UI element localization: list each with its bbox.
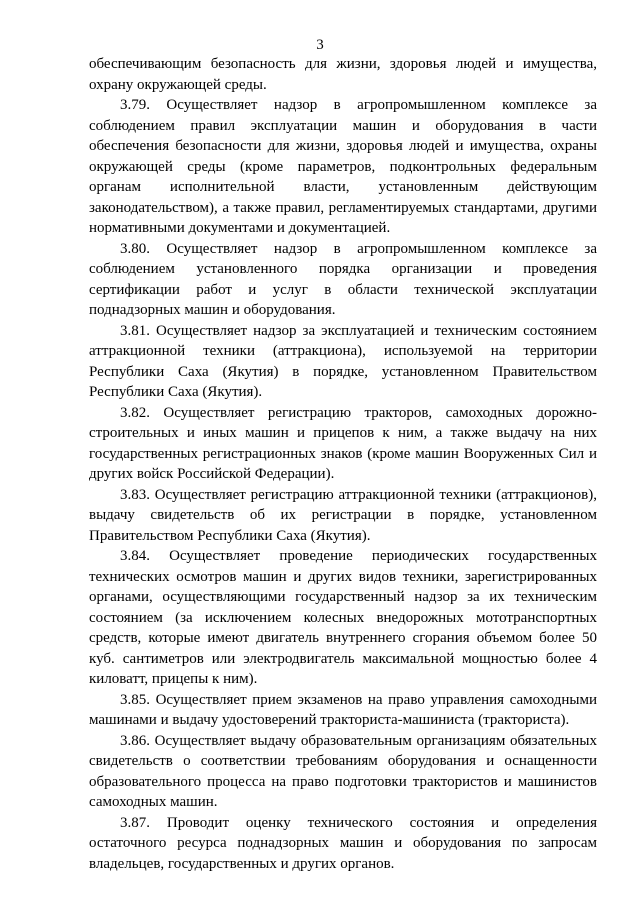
paragraph-3-87: 3.87. Проводит оценку технического состояния и определения остаточного ресурса поднадзорных машин и оборудования по запросам владельцев, государственных и других органов. — [89, 814, 597, 872]
paragraph-continuation: обеспечивающим безопасность для жизни, здоровья людей и имущества, охрану окружающей среды. — [89, 56, 597, 93]
paragraph-3-84: 3.84. Осуществляет проведение периодических государственных технических осмотров машин и других видов техники, зарегистрированных органами, осуществляющими государственный надзор за их техническим состоянием (за исключением колесных внедорожных мототранспортных средств, которые имеют двигатель внутреннего сгорания объемом более 50 куб. сантиметров или электродвигатель максимальной мощностью более 4 киловатт, прицепы к ним). — [89, 548, 597, 687]
paragraph-3-83: 3.83. Осуществляет регистрацию аттракционной техники (аттракционов), выдачу свидетельств об их регистрации в порядке, установленном Правительством Республики Саха (Якутия). — [89, 486, 597, 544]
paragraph-3-79: 3.79. Осуществляет надзор в агропромышленном комплексе за соблюдением правил эксплуатации машин и оборудования в части обеспечения безопасности для жизни, здоровья людей и имущества, охраны окружающей среды (кроме параметров, подконтрольных федеральным органам исполнительной власти, установленным действующим законодательством), а также правил, регламентируемых стандартами, другими нормативными документами и документацией. — [89, 97, 597, 236]
page-number: 3 — [316, 37, 324, 53]
paragraph-3-86: 3.86. Осуществляет выдачу образовательным организациям обязательных свидетельств о соответствии требованиям оборудования и оснащенности образовательного процесса на право подготовки трактористов и машинистов самоходных машин. — [89, 732, 597, 810]
document-body — [89, 54, 597, 874]
paragraph-3-80: 3.80. Осуществляет надзор в агропромышленном комплексе за соблюдением установленного порядка организации и проведения сертификации работ и услуг в области технической эксплуатации поднадзорных машин и оборудования. — [89, 240, 597, 318]
paragraph-3-82: 3.82. Осуществляет регистрацию тракторов, самоходных дорожно-строительных и иных машин и прицепов к ним, а также выдачу на них государственных регистрационных знаков (кроме машин Вооруженных Сил и других войск Российской Федерации). — [89, 404, 597, 482]
paragraph-3-81: 3.81. Осуществляет надзор за эксплуатацией и техническим состоянием аттракционной техники (аттракциона), используемой на территории Республики Саха (Якутия) в порядке, установленном Правительством Республики Саха (Якутия). — [89, 322, 597, 400]
paragraph-3-85: 3.85. Осуществляет прием экзаменов на право управления самоходными машинами и выдачу удостоверений тракториста-машиниста (тракториста). — [89, 691, 597, 728]
